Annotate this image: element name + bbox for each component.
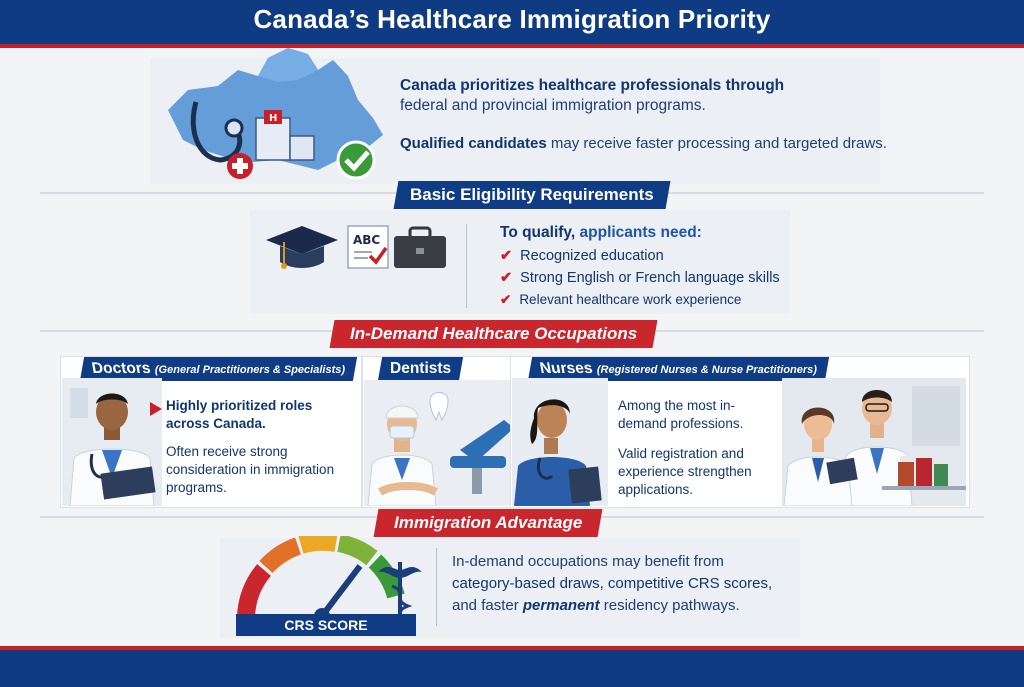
doctor-illustration — [62, 378, 162, 506]
dentists-tab: Dentists — [378, 357, 463, 381]
crs-score-label: CRS SCORE — [236, 614, 416, 636]
footer-bar — [0, 646, 1024, 687]
eligibility-ribbon: Basic Eligibility Requirements — [394, 181, 671, 209]
intro-line-1: Canada prioritizes healthcare professionals through — [400, 77, 785, 94]
intro-line-3-bold: Qualified candidates — [400, 135, 547, 152]
briefcase-icon — [392, 224, 448, 270]
medical-team-illustration — [782, 378, 966, 506]
advantage-divider — [436, 548, 437, 626]
crs-gauge-icon — [232, 536, 432, 626]
language-test-icon — [346, 224, 390, 270]
svg-text:H: H — [269, 113, 278, 124]
graduation-cap-icon — [262, 220, 340, 274]
canada-map-illustration — [158, 40, 398, 190]
nurses-text-1: Among the most in-demand professions. — [618, 398, 744, 431]
doctors-text-1: Highly prioritized roles across Canada. — [166, 398, 313, 431]
check-icon: ✔ — [500, 248, 513, 264]
requirement-item: ✔ Recognized education — [500, 248, 664, 264]
intro-line-3 — [400, 135, 887, 152]
doctors-tab: Doctors (General Practitioners & Specialists) — [80, 357, 357, 381]
doctors-text-2: Often receive strong consideration in immigration programs. — [166, 444, 335, 495]
intro-line-3-rest: may receive faster processing and targeted draws. — [546, 135, 887, 152]
occupations-ribbon: In-Demand Healthcare Occupations — [330, 320, 658, 348]
page-title: Canada’s Healthcare Immigration Priority — [253, 4, 771, 34]
advantage-line-3: and faster permanent residency pathways. — [452, 597, 740, 614]
intro-line-2: federal and provincial immigration programs. — [400, 97, 706, 114]
eligibility-divider — [466, 224, 467, 308]
advantage-ribbon: Immigration Advantage — [374, 509, 603, 537]
requirement-item: ✔ Strong English or French language skills — [500, 270, 780, 286]
check-icon: ✔ — [500, 292, 512, 307]
abc-label: ABC — [353, 233, 381, 247]
nurse-illustration — [512, 378, 608, 506]
nurses-text-2: Valid registration and experience strengthen applications. — [618, 446, 752, 497]
eligibility-heading: To qualify, applicants need: — [500, 224, 702, 241]
requirement-item: ✔ Relevant healthcare work experience — [500, 292, 742, 307]
arrow-icon — [150, 402, 162, 416]
advantage-line-2: category-based draws, competitive CRS scores, — [452, 575, 773, 592]
advantage-text — [452, 551, 792, 617]
check-icon: ✔ — [500, 270, 513, 286]
dentist-illustration — [364, 380, 520, 506]
nurses-tab: Nurses (Registered Nurses & Nurse Practitioners) — [528, 357, 829, 381]
advantage-line-1: In-demand occupations may benefit from — [452, 553, 724, 570]
